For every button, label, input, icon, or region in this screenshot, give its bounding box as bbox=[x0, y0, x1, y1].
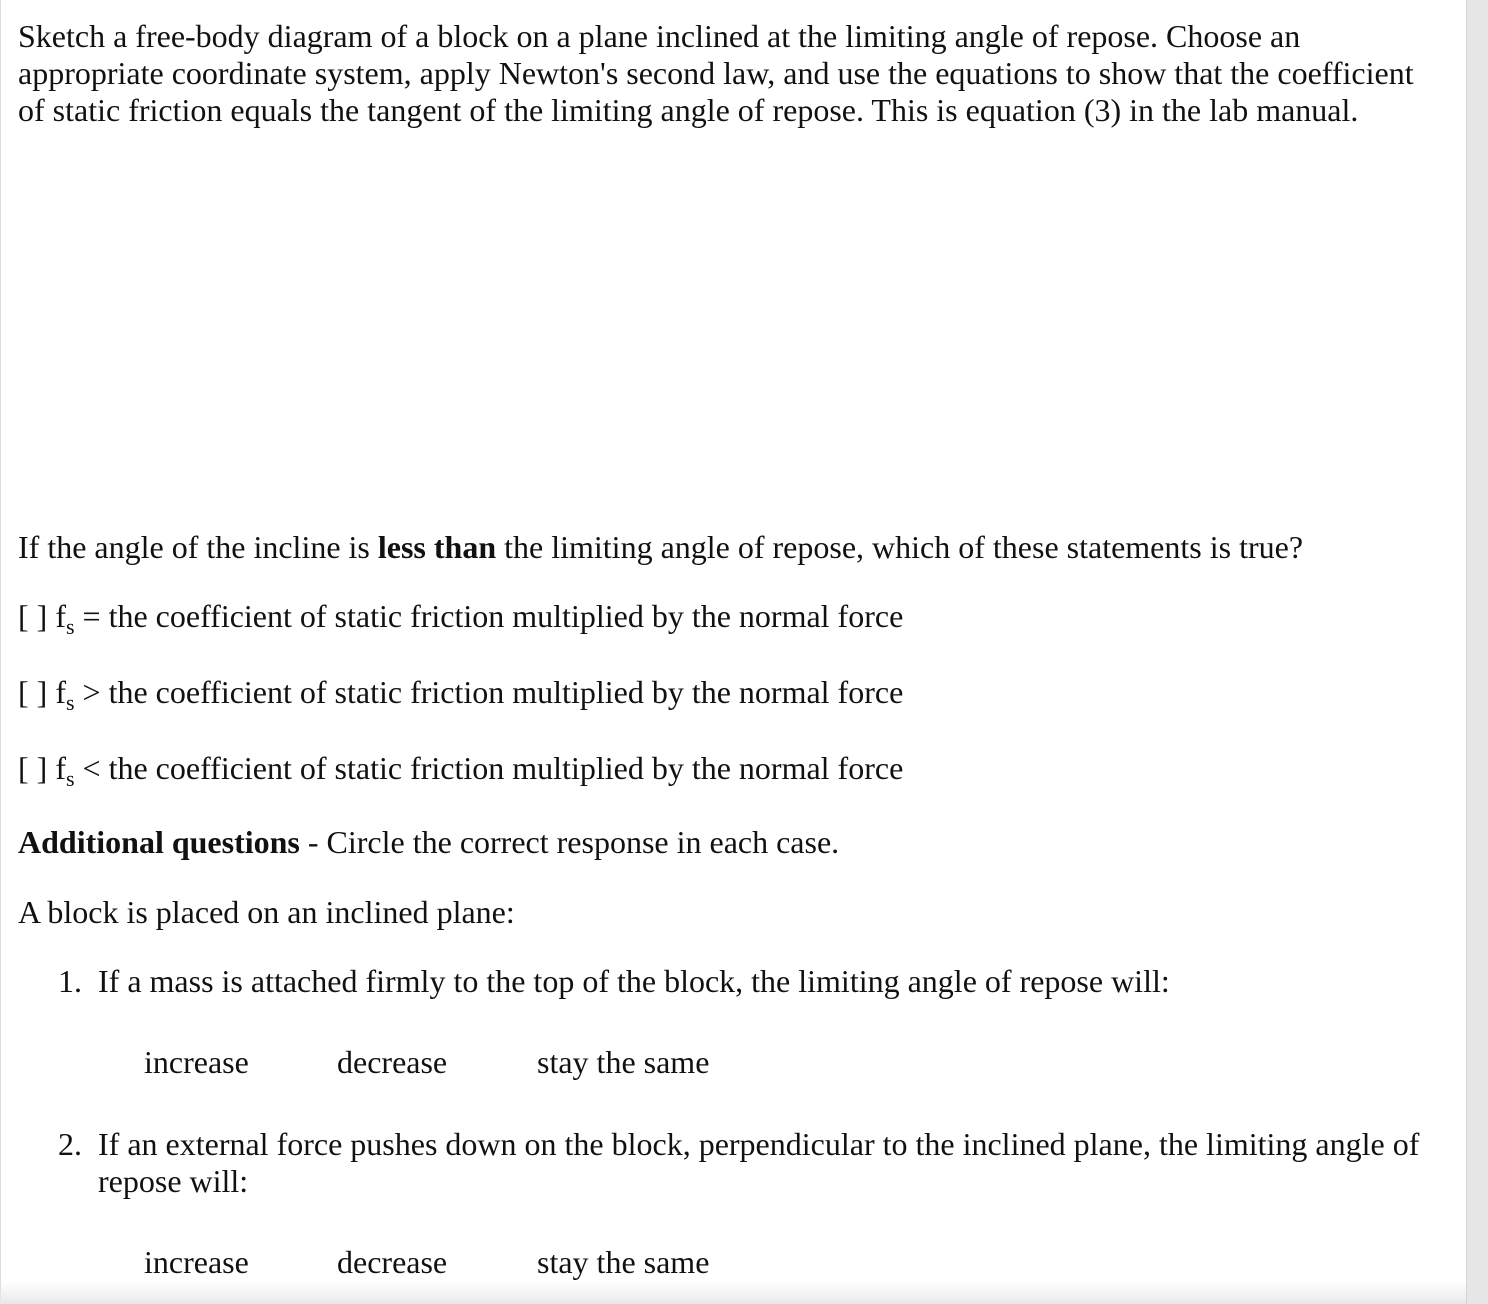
choice-increase[interactable]: increase bbox=[144, 1044, 249, 1080]
bottom-fade bbox=[0, 1282, 1466, 1304]
item-text-line-2: repose will: bbox=[98, 1163, 249, 1199]
option-equal bbox=[18, 598, 904, 639]
setup-line: A block is placed on an inclined plane: bbox=[18, 894, 515, 930]
option-greater bbox=[18, 674, 904, 715]
option-subscript: s bbox=[65, 766, 75, 791]
additional-instruction: - Circle the correct response in each case. bbox=[299, 824, 840, 860]
item-number: 2. bbox=[58, 1126, 82, 1162]
option-checkbox[interactable]: [ ] bbox=[18, 750, 48, 786]
question-emphasis: less than bbox=[377, 529, 497, 565]
item-text-line-1: If an external force pushes down on the block, perpendicular to the inclined plane, the limiting angle of bbox=[98, 1126, 1420, 1162]
option-text: < the coefficient of static friction multiplied by the normal force bbox=[74, 750, 904, 786]
choice-decrease[interactable]: decrease bbox=[337, 1244, 448, 1280]
question-prompt bbox=[18, 529, 1303, 566]
option-checkbox[interactable]: [ ] bbox=[18, 598, 48, 634]
additional-heading: Additional questions bbox=[18, 824, 300, 860]
question-prefix: If the angle of the incline is bbox=[18, 529, 378, 565]
intro-line-1: Sketch a free-body diagram of a block on a plane inclined at the limiting angle of repose. Choose an bbox=[18, 18, 1301, 54]
option-checkbox[interactable]: [ ] bbox=[18, 674, 48, 710]
intro-line-2: appropriate coordinate system, apply Newton's second law, and use the equations to show that the coefficient bbox=[18, 55, 1414, 91]
option-text: > the coefficient of static friction multiplied by the normal force bbox=[74, 674, 904, 710]
option-less bbox=[18, 750, 904, 791]
choice-stay-same[interactable]: stay the same bbox=[537, 1044, 710, 1080]
item-number: 1. bbox=[58, 963, 82, 999]
left-border bbox=[0, 0, 1, 1304]
item-text: If a mass is attached firmly to the top of the block, the limiting angle of repose will: bbox=[98, 963, 1170, 999]
choice-decrease[interactable]: decrease bbox=[337, 1044, 448, 1080]
scrollbar-track[interactable] bbox=[1466, 0, 1488, 1304]
option-text: = the coefficient of static friction multiplied by the normal force bbox=[74, 598, 904, 634]
intro-line-3: of static friction equals the tangent of the limiting angle of repose. This is equation (3) in the lab manual. bbox=[18, 92, 1359, 128]
option-symbol: f bbox=[55, 598, 66, 634]
choice-increase[interactable]: increase bbox=[144, 1244, 249, 1280]
additional-questions-line bbox=[18, 824, 839, 861]
option-subscript: s bbox=[65, 690, 75, 715]
sketch-space bbox=[18, 140, 1438, 520]
intro-paragraph bbox=[18, 18, 1458, 129]
item-text bbox=[98, 1126, 1458, 1200]
option-symbol: f bbox=[55, 674, 66, 710]
question-suffix: the limiting angle of repose, which of these statements is true? bbox=[496, 529, 1304, 565]
option-subscript: s bbox=[65, 614, 75, 639]
choice-stay-same[interactable]: stay the same bbox=[537, 1244, 710, 1280]
option-symbol: f bbox=[55, 750, 66, 786]
